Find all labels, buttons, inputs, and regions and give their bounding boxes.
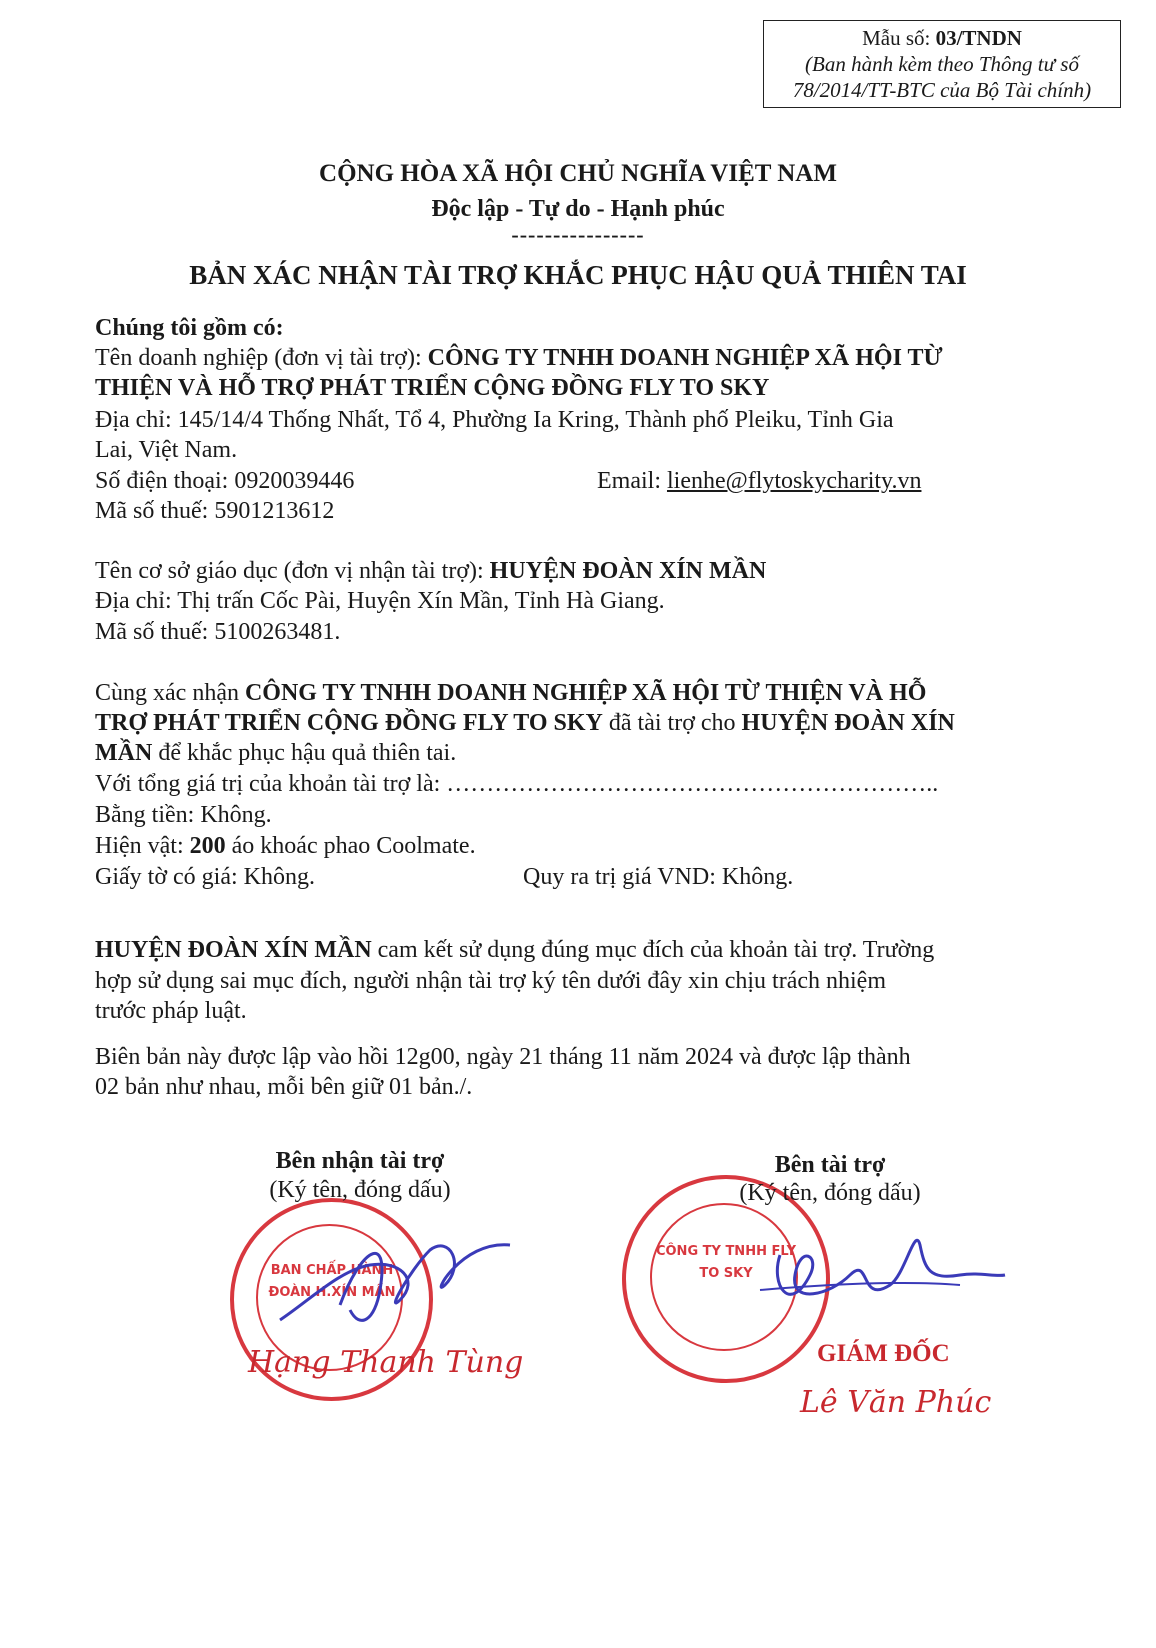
confirmation-line2: TRỢ PHÁT TRIỂN CỘNG ĐỒNG FLY TO SKY đã tài trợ cho HUYỆN ĐOÀN XÍN [95, 710, 955, 736]
commitment-line2: hợp sử dụng sai mục đích, người nhận tài trợ ký tên dưới đây xin chịu trách nhiệm [95, 968, 886, 994]
recipient-signature-scribble [250, 1210, 520, 1350]
cash-value: Bằng tiền: Không. [95, 802, 272, 828]
recipient-address: Địa chỉ: Thị trấn Cốc Pài, Huyện Xín Mần, Tỉnh Hà Giang. [95, 588, 665, 614]
header-divider: ---------------- [511, 222, 645, 247]
total-value: Với tổng giá trị của khoản tài trợ là: …………………………………………………….. [95, 771, 939, 797]
form-issued-line1: (Ban hành kèm theo Thông tư số [805, 52, 1079, 76]
sponsor-sign-title: Bên tài trợ [774, 1152, 886, 1178]
sponsor-position: GIÁM ĐỐC [817, 1340, 950, 1367]
sponsor-address-line1: Địa chỉ: 145/14/4 Thống Nhất, Tổ 4, Phường Ia Kring, Thành phố Pleiku, Tỉnh Gia [95, 407, 894, 433]
form-number: Mẫu số: 03/TNDN [862, 26, 1022, 50]
vnd-value: Quy ra trị giá VND: Không. [523, 864, 794, 890]
recipient-sign-note: (Ký tên, đóng dấu) [269, 1177, 451, 1203]
form-number-box [763, 20, 1121, 108]
recipient-name: Tên cơ sở giáo dục (đơn vị nhận tài trợ): HUYỆN ĐOÀN XÍN MẦN [95, 558, 767, 584]
country-name: CỘNG HÒA XÃ HỘI CHỦ NGHĨA VIỆT NAM [319, 160, 837, 187]
commitment-line1: HUYỆN ĐOÀN XÍN MẦN cam kết sử dụng đúng mục đích của khoản tài trợ. Trường [95, 937, 935, 963]
confirmation-line3: MẦN để khắc phục hậu quả thiên tai. [95, 740, 457, 766]
sponsor-email: Email: lienhe@flytoskycharity.vn [597, 468, 922, 494]
motto: Độc lập - Tự do - Hạnh phúc [431, 196, 725, 222]
minutes-line2: 02 bản như nhau, mỗi bên giữ 01 bản./. [95, 1074, 473, 1100]
sponsor-tax: Mã số thuế: 5901213612 [95, 498, 335, 524]
sponsor-name-line1: Tên doanh nghiệp (đơn vị tài trợ): CÔNG TY TNHH DOANH NGHIỆP XÃ HỘI TỪ [95, 345, 943, 371]
sponsor-name-line2: THIỆN VÀ HỖ TRỢ PHÁT TRIỂN CỘNG ĐỒNG FLY TO SKY [95, 375, 770, 401]
commitment-line3: trước pháp luật. [95, 998, 247, 1024]
sponsor-signature-scribble [720, 1215, 1010, 1325]
sponsor-sign-note: (Ký tên, đóng dấu) [739, 1180, 921, 1206]
email-link[interactable]: lienhe@flytoskycharity.vn [666, 468, 922, 494]
sponsor-signer-name: Lê Văn Phúc [800, 1385, 992, 1420]
sponsor-phone: Số điện thoại: 0920039446 [95, 468, 355, 494]
recipient-stamp-text: BAN CHẤP HÀNH ĐOÀN H.XÍN MẦN [268, 1263, 396, 1300]
form-issued-line2: 78/2014/TT-BTC của Bộ Tài chính) [792, 78, 1092, 102]
recipient-sign-title: Bên nhận tài trợ [275, 1148, 445, 1174]
document-title: BẢN XÁC NHẬN TÀI TRỢ KHẮC PHỤC HẬU QUẢ THIÊN TAI [189, 260, 967, 290]
recipient-signer-name: Hạng Thanh Tùng [248, 1345, 524, 1380]
recipient-tax: Mã số thuế: 5100263481. [95, 619, 341, 645]
sponsor-stamp-text: CÔNG TY TNHH FLY TO SKY [655, 1244, 797, 1281]
sponsor-address-line2: Lai, Việt Nam. [95, 437, 238, 463]
confirmation-line1: Cùng xác nhận CÔNG TY TNHH DOANH NGHIỆP XÃ HỘI TỪ THIỆN VÀ HỖ [95, 680, 927, 706]
minutes-line1: Biên bản này được lập vào hồi 12g00, ngày 21 tháng 11 năm 2024 và được lập thành [95, 1044, 911, 1070]
intro: Chúng tôi gồm có: [95, 315, 284, 341]
papers-value: Giấy tờ có giá: Không. [95, 864, 315, 890]
goods-value: Hiện vật: 200 áo khoác phao Coolmate. [95, 833, 476, 859]
